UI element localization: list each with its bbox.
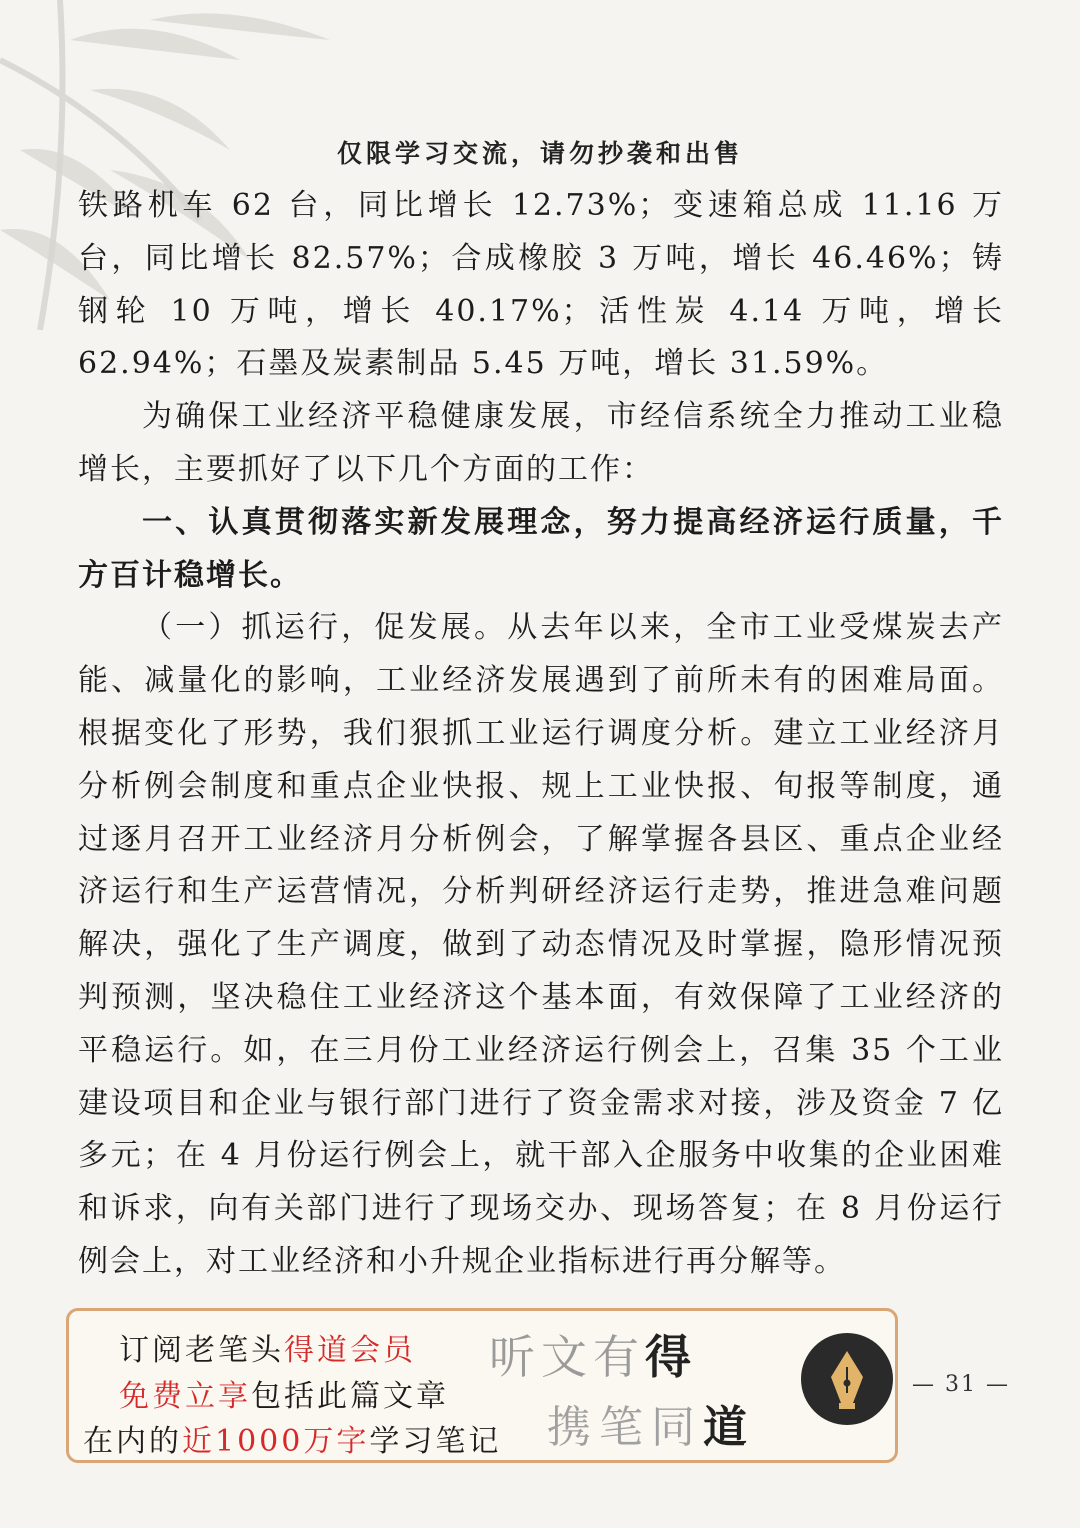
- fountain-pen-nib-icon: [801, 1333, 893, 1425]
- promo-line-3: 在内的近1000万字学习笔记: [83, 1424, 502, 1459]
- paragraph-operations: （一）抓运行，促发展。从去年以来，全市工业受煤炭去产能、减量化的影响，工业经济发展遇到了前所未有的困难局面。根据变化了形势，我们狠抓工业运行调度分析。建立工业经济月分析例会制度和重点企业快报、规上工业快报、旬报等制度，通过逐月召开工业经济月分析例会，了解掌握各县区、重点企业经济运行和生产运营情况，分析判研经济运行走势，推进急难问题解决，强化了生产调度，做到了动态情况及时掌握，隐形情况预判预测，坚决稳住工业经济这个基本面，有效保障了工业经济的平稳运行。如，在三月份工业经济运行例会上，召集 35 个工业建设项目和企业与银行部门进行了资金需求对接，涉及资金 7 亿多元；在 4 月份运行例会上，就干部入企服务中收集的企业困难和诉求，向有关部门进行了现场交办、现场答复；在 8 月份运行例会上，对工业经济和小升规企业指标进行再分解等。: [78, 610, 1004, 1279]
- promo-line-2: 免费立享包括此篇文章: [119, 1379, 449, 1414]
- body-text: [78, 180, 1004, 1289]
- promo-line-1: 订阅老笔头得道会员: [119, 1333, 416, 1368]
- subscription-promo-banner[interactable]: [66, 1308, 898, 1463]
- copyright-watermark: 仅限学习交流，请勿抄袭和出售: [336, 139, 743, 168]
- section-heading: 一、认真贯彻落实新发展理念，努力提高经济运行质量，千方百计稳增长。: [78, 504, 1004, 593]
- promo-slogan-2: 携笔同道: [547, 1402, 755, 1453]
- paragraph-intro: 为确保工业经济平稳健康发展，市经信系统全力推动工业稳增长，主要抓好了以下几个方面的工作：: [78, 399, 1004, 487]
- page-number: — 31 —: [912, 1372, 1010, 1397]
- promo-slogan-1: 听文有得: [489, 1330, 697, 1384]
- paragraph-statistics: 铁路机车 62 台，同比增长 12.73%；变速箱总成 11.16 万台，同比增长 82.57%；合成橡胶 3 万吨，增长 46.46%；铸钢轮 10 万吨，增长 40.17%；活性炭 4.14 万吨，增长 62.94%；石墨及炭素制品 5.45 万吨，增长 31.59%。: [78, 188, 1004, 382]
